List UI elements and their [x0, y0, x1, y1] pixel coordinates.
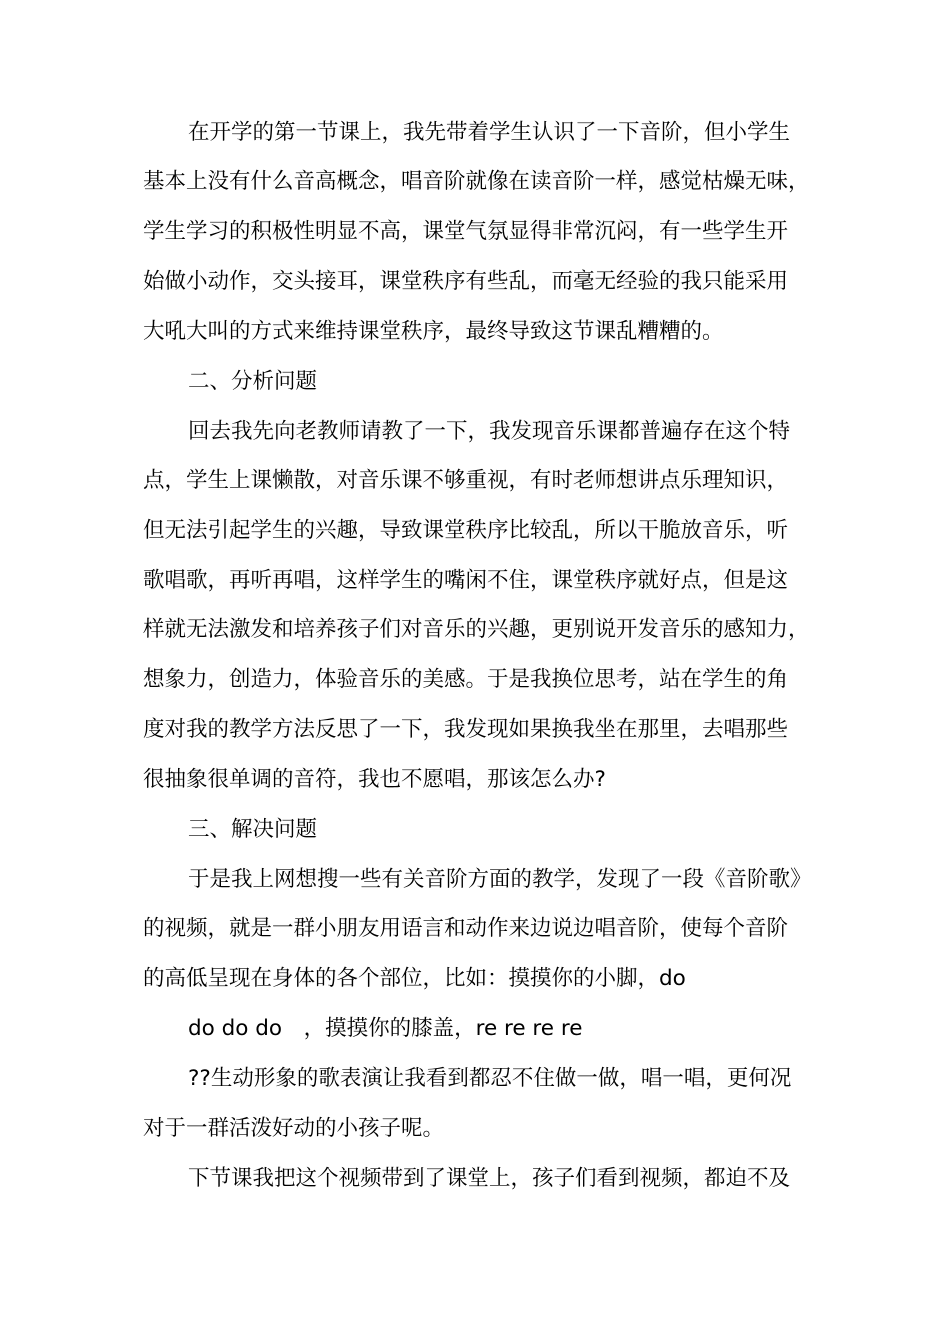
paragraph-line-13: 很抽象很单调的音符，我也不愿唱，那该怎么办? [143, 767, 606, 792]
paragraph-line-11: 想象力，创造力，体验音乐的美感。于是我换位思考，站在学生的角 [143, 667, 789, 692]
paragraph-line-16: 的高低呈现在身体的各个部位，比如：摸摸你的小脚，do [143, 966, 686, 991]
paragraph-line-10: 样就无法激发和培养孩子们对音乐的兴趣，更别说开发音乐的感知力， [143, 617, 810, 642]
paragraph-line-5: 大吼大叫的方式来维持课堂秩序，最终导致这节课乱糟糟的。 [143, 319, 724, 344]
section-heading-solution: 三、解决问题 [188, 817, 318, 842]
paragraph-line-2: 基本上没有什么音高概念，唱音阶就像在读音阶一样，感觉枯燥无味， [143, 169, 810, 194]
paragraph-line-4: 始做小动作，交头接耳，课堂秩序有些乱，而毫无经验的我只能采用 [143, 269, 789, 294]
paragraph-line-15: 的视频，就是一群小朋友用语言和动作来边说边唱音阶，使每个音阶 [143, 916, 789, 941]
paragraph-line-9: 歌唱歌，再听再唱，这样学生的嘴闲不住，课堂秩序就好点，但是这 [143, 568, 789, 593]
paragraph-line-1: 在开学的第一节课上，我先带着学生认识了一下音阶，但小学生 [188, 120, 791, 145]
paragraph-line-19: 对于一群活泼好动的小孩子呢。 [143, 1116, 445, 1141]
paragraph-line-20: 下节课我把这个视频带到了课堂上，孩子们看到视频，都迫不及 [188, 1166, 791, 1191]
paragraph-line-8: 但无法引起学生的兴趣，导致课堂秩序比较乱，所以干脆放音乐，听 [143, 518, 789, 543]
paragraph-line-18: ??生动形象的歌表演让我看到都忍不住做一做，唱一唱，更何况 [188, 1066, 792, 1091]
paragraph-line-12: 度对我的教学方法反思了一下，我发现如果换我坐在那里，去唱那些 [143, 717, 789, 742]
section-heading-analysis: 二、分析问题 [188, 369, 318, 394]
paragraph-line-17: do do do ，摸摸你的膝盖，re re re re [188, 1016, 583, 1041]
paragraph-line-6: 回去我先向老教师请教了一下，我发现音乐课都普遍存在这个特 [188, 419, 791, 444]
paragraph-line-3: 学生学习的积极性明显不高，课堂气氛显得非常沉闷，有一些学生开 [143, 219, 789, 244]
paragraph-line-14: 于是我上网想搜一些有关音阶方面的教学，发现了一段《音阶歌》 [188, 867, 812, 892]
paragraph-line-7: 点，学生上课懒散，对音乐课不够重视，有时老师想讲点乐理知识， [143, 468, 789, 493]
